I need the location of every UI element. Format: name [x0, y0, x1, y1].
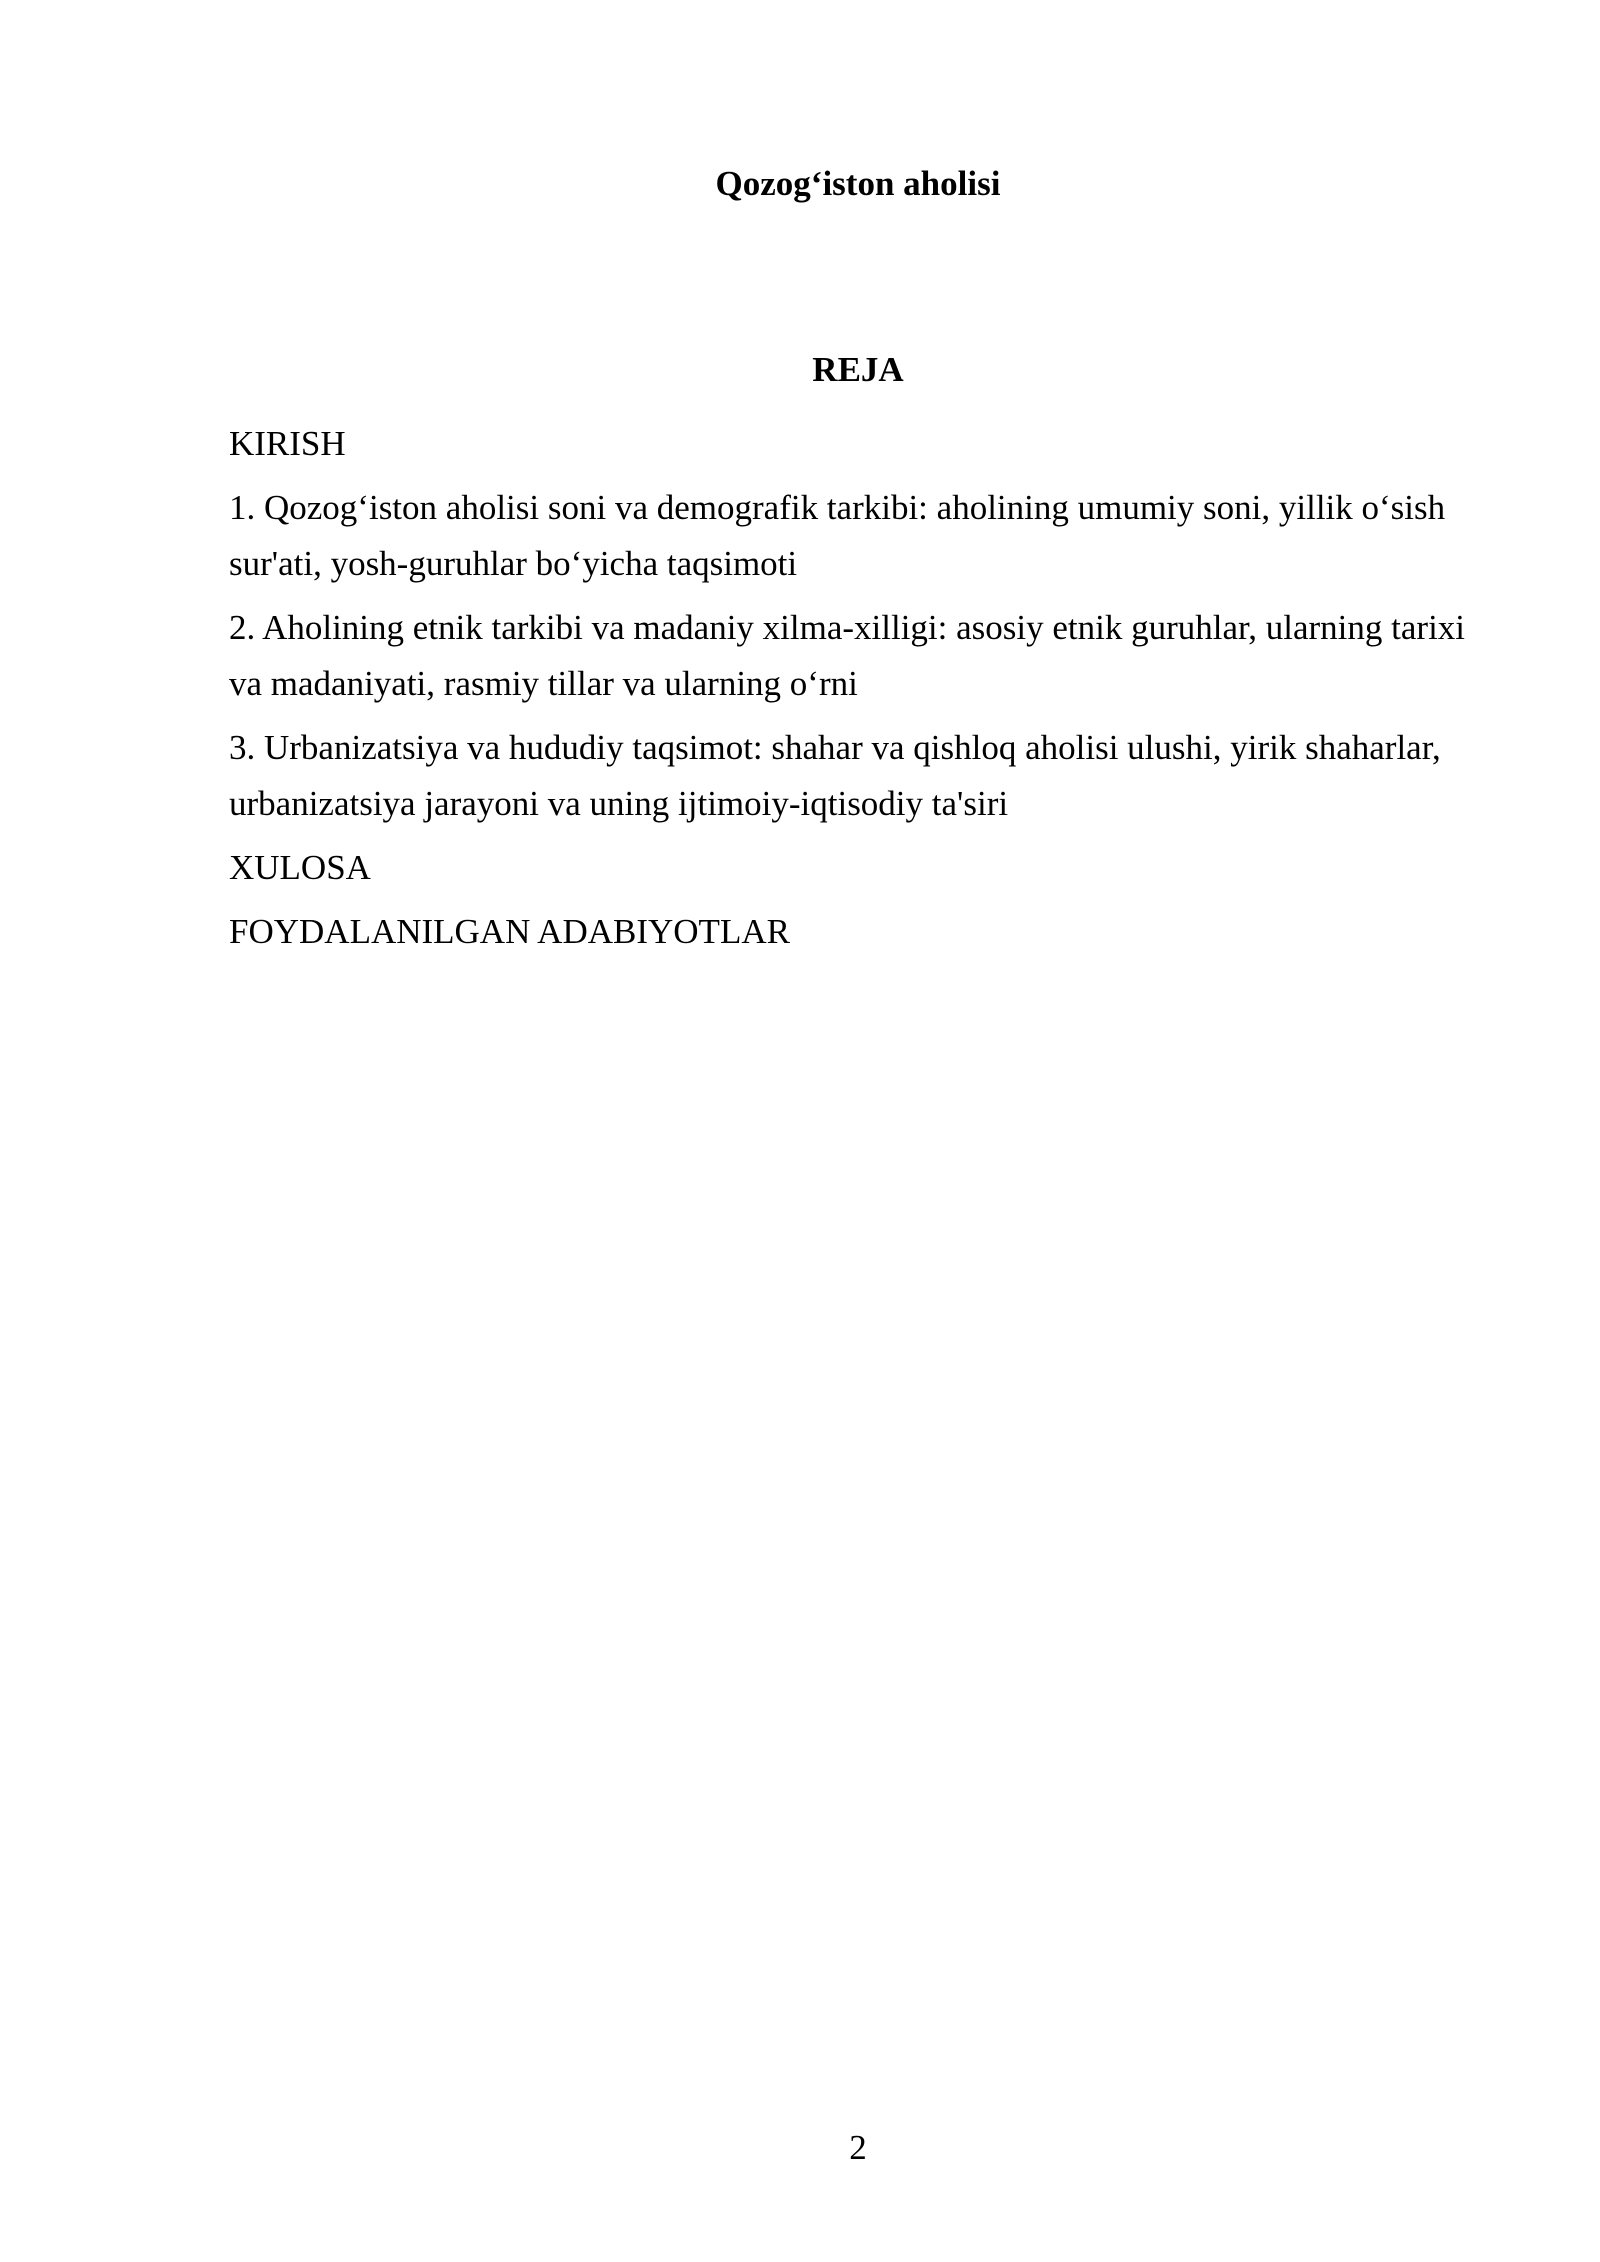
document-title: Qozog‘iston aholisi — [715, 164, 1001, 203]
plan-item-2: 2. Aholining etnik tarkibi va madaniy xilma-xilligi: asosiy etnik guruhlar, ularning tarixi va madaniyati, rasmiy tillar va ularning o‘rni — [229, 608, 1466, 703]
plan-item-conclusion: XULOSA — [229, 848, 371, 887]
plan-item-1: 1. Qozog‘iston aholisi soni va demografik tarkibi: aholining umumiy soni, yillik o‘sish sur'ati, yosh-guruhlar bo‘yicha taqsimoti — [229, 488, 1446, 583]
plan-list — [229, 416, 1489, 968]
plan-item-introduction: KIRISH — [229, 424, 346, 463]
plan-item-3: 3. Urbanizatsiya va hududiy taqsimot: shahar va qishloq aholisi ulushi, yirik shaharlar, urbanizatsiya jarayoni va uning ijtimoiy-iqtisodiy ta'siri — [229, 728, 1441, 823]
page-number: 2 — [849, 2128, 867, 2167]
plan-item-references: FOYDALANILGAN ADABIYOTLAR — [229, 912, 790, 951]
plan-heading: REJA — [812, 350, 904, 389]
